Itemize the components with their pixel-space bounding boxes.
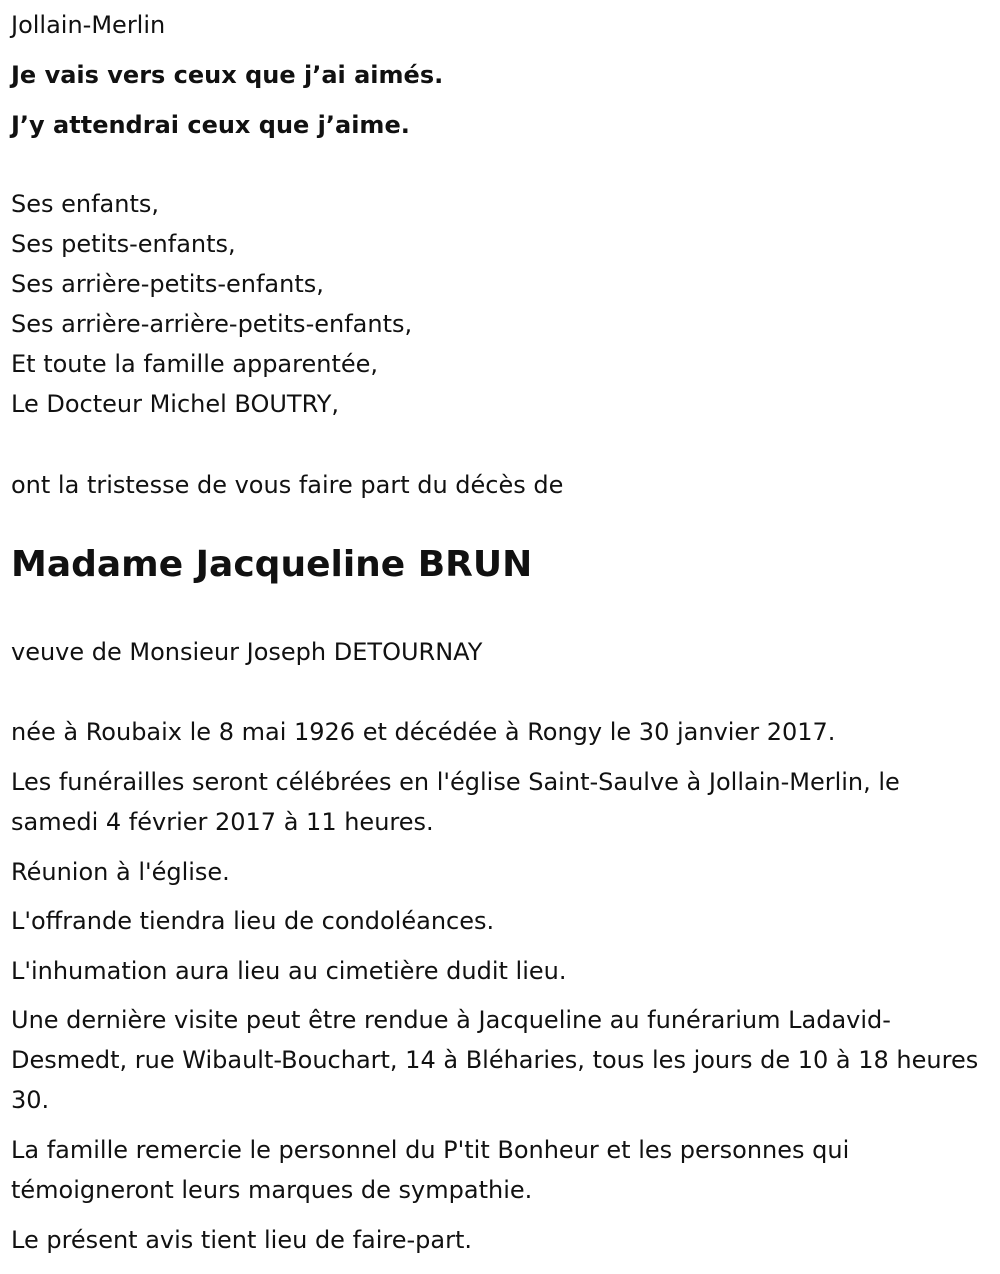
visit-paragraph: Une dernière visite peut être rendue à Jacqueline au funérarium Ladavid-Desmedt, rue Wibault-Bouchart, 14 à Bléharies, tous les jours de 10 à 18 heures 30. [11, 1006, 979, 1114]
family-line: Ses arrière-petits-enfants, [11, 270, 324, 298]
burial-paragraph: L'inhumation aura lieu au cimetière dudit lieu. [11, 957, 567, 985]
notice-paragraph: Le présent avis tient lieu de faire-part. [11, 1226, 473, 1254]
family-line: Et toute la famille apparentée, [11, 350, 379, 378]
announcement-text: ont la tristesse de vous faire part du décès de [11, 471, 564, 499]
family-line: Ses enfants, [11, 190, 160, 218]
epitaph-line-2: J’y attendrai ceux que j’aime. [11, 111, 410, 139]
location-heading: Jollain-Merlin [11, 11, 166, 39]
family-line: Ses petits-enfants, [11, 230, 236, 258]
funeral-paragraph: Les funérailles seront célébrées en l'église Saint-Saulve à Jollain-Merlin, le samedi 4 février 2017 à 11 heures. [11, 768, 900, 836]
offering-paragraph: L'offrande tiendra lieu de condoléances. [11, 907, 495, 935]
thanks-paragraph: La famille remercie le personnel du P'tit Bonheur et les personnes qui témoigneront leurs marques de sympathie. [11, 1136, 850, 1204]
epitaph-line-1: Je vais vers ceux que j’ai aimés. [11, 61, 444, 89]
deceased-name: Madame Jacqueline BRUN [11, 544, 533, 585]
family-line: Ses arrière-arrière-petits-enfants, [11, 310, 413, 338]
widow-of-text: veuve de Monsieur Joseph DETOURNAY [11, 638, 483, 666]
family-line: Le Docteur Michel BOUTRY, [11, 390, 340, 418]
meeting-paragraph: Réunion à l'église. [11, 858, 230, 886]
birth-death-paragraph: née à Roubaix le 8 mai 1926 et décédée à Rongy le 30 janvier 2017. [11, 718, 836, 746]
